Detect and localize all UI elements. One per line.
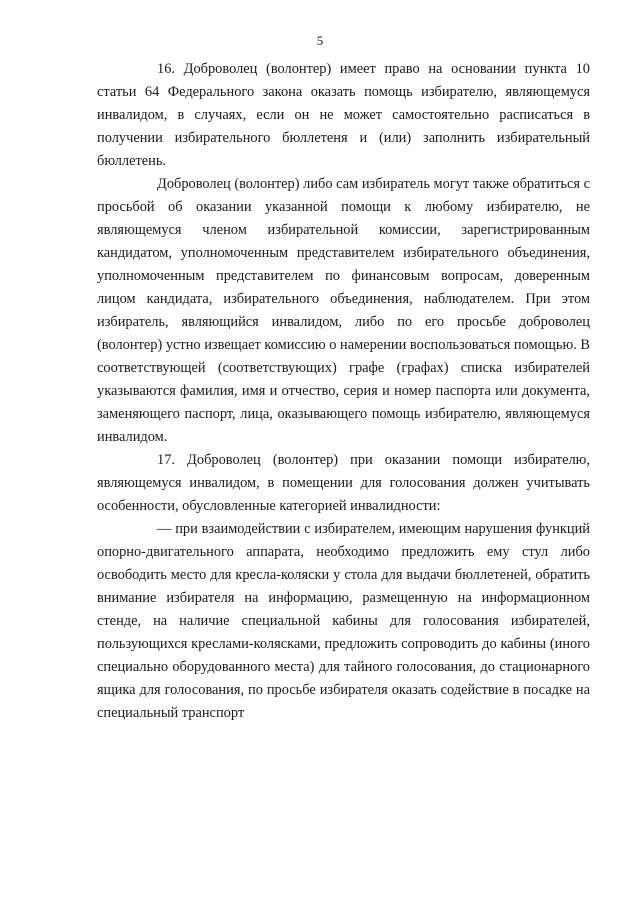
page-number: 5 (316, 33, 324, 48)
document-body (97, 58, 590, 725)
paragraph-volunteer-request: Доброволец (волонтер) либо сам избиратель могут также обратиться с просьбой об оказании указанной помощи к любому избирателю, не являющемуся членом избирательной комиссии, зарегистрированным кандидатом, уполномоченным представителем избирательного объединения, уполномоченным представителем по финансовым вопросам, доверенным лицом кандидата, избирательного объединения, наблюдателем. При этом избиратель, являющийся инвалидом, либо по его просьбе доброволец (волонтер) устно извещает комиссию о намерении воспользоваться помощью. В соответствующей (соответствующих) графе (графах) списка избирателей указываются фамилия, имя и отчество, серия и номер паспорта или документа, заменяющего паспорт, лица, оказывающего помощь избирателю, являющемуся инвалидом. (97, 176, 590, 445)
paragraph-17: 17. Доброволец (волонтер) при оказании помощи избирателю, являющемуся инвалидом, в помещении для голосования должен учитывать особенности, обусловленные категорией инвалидности: (97, 452, 590, 514)
paragraph-mobility-item: — при взаимодействии с избирателем, имеющим нарушения функций опорно-двигательного аппарата, необходимо предложить ему стул либо освободить место для кресла-коляски у стола для выдачи бюллетеней, обратить внимание избирателя на информацию, размещенную на информационном стенде, на наличие специальной кабины для голосования избирателей, пользующихся креслами-колясками, предложить сопроводить до кабины (иного специально оборудованного места) для тайного голосования, до стационарного ящика для голосования, по просьбе избирателя оказать содействие в посадке на специальный транспорт (97, 521, 590, 721)
paragraph-16: 16. Доброволец (волонтер) имеет право на основании пункта 10 статьи 64 Федерального закона оказать помощь избирателю, являющемуся инвалидом, в случаях, если он не может самостоятельно расписаться в получении избирательного бюллетеня и (или) заполнить избирательный бюллетень. (97, 61, 590, 169)
